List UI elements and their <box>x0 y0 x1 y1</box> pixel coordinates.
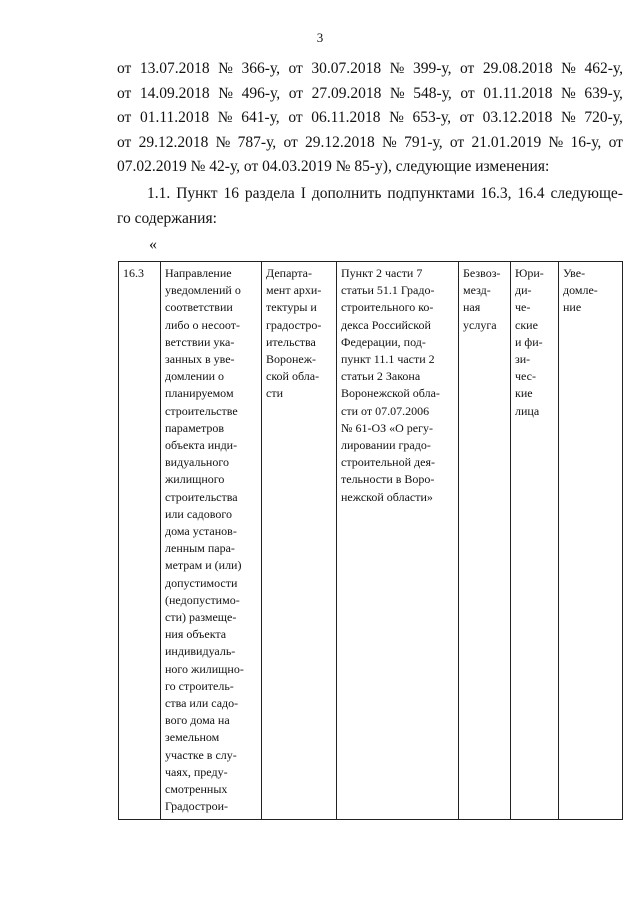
cell-line: Департа- <box>266 266 312 280</box>
cell-line: Градострои- <box>165 799 229 814</box>
cell-line: мезд- <box>463 283 491 298</box>
cell-line: ские <box>515 317 538 332</box>
word: 13.07.2018 <box>139 60 210 77</box>
page-number: 3 <box>316 30 324 45</box>
cell-line: услуга <box>463 317 497 332</box>
word: 791-у, <box>404 133 443 151</box>
cell-line: ской обла- <box>266 369 320 384</box>
cell-line: ди- <box>515 283 532 298</box>
cell-line: ленным пара- <box>165 541 235 556</box>
opening-quote: « <box>149 236 157 253</box>
word: от <box>288 109 303 126</box>
cell-line: допустимости <box>165 575 238 590</box>
word: от <box>117 109 132 126</box>
cell-line: видуального <box>165 455 229 470</box>
word: от <box>117 133 132 151</box>
word: 639-у, <box>584 84 623 102</box>
cell-line: ния объекта <box>165 627 227 642</box>
word: № <box>389 60 405 77</box>
cell-line: го строитель- <box>165 678 234 693</box>
word: № <box>215 133 231 151</box>
cell-line: Безвоз- <box>463 266 501 280</box>
word: 462-у, <box>584 60 623 77</box>
cell-line: № 61-ОЗ «О регу- <box>341 420 434 435</box>
cell-line: Воронежской обла- <box>341 386 440 401</box>
cell-line: объекта инди- <box>165 438 238 453</box>
word: от <box>288 60 303 77</box>
word: 641-у, <box>241 109 280 126</box>
word: следующе- <box>550 185 623 202</box>
cell-line: индивидуаль- <box>165 644 236 659</box>
cell-line: уведомлений о <box>165 283 241 298</box>
legal-basis-cell <box>337 262 459 820</box>
word: 16-у, <box>570 133 602 151</box>
word: 06.11.2018 <box>311 109 381 126</box>
word: № <box>389 84 405 102</box>
cell-line: участке в слу- <box>165 747 237 762</box>
word: № <box>561 60 576 77</box>
cell-line: сти от 07.07.2006 <box>341 403 430 418</box>
word: от <box>117 60 132 77</box>
word: 16 <box>223 185 239 202</box>
cell-line: нежской области» <box>341 489 433 504</box>
word: 496-у, <box>241 84 281 102</box>
payment-cell <box>459 262 511 820</box>
cell-line: Направление <box>165 266 232 280</box>
word: от <box>288 84 304 102</box>
cell-line: чаях, преду- <box>165 764 228 779</box>
applicants-cell <box>511 262 559 820</box>
word: 29.12.2018 <box>138 133 209 151</box>
word: 366-у, <box>241 60 280 77</box>
word: 787-у, <box>237 133 277 151</box>
cell-line: тельности в Воро- <box>341 472 435 487</box>
word: 548-у, <box>413 84 452 102</box>
cell-line: соответствии <box>165 300 233 315</box>
cell-line: че- <box>515 300 531 315</box>
cell-line: дома установ- <box>165 524 237 539</box>
cell-line: чес- <box>515 369 536 384</box>
clause-1-1-paragraph <box>117 182 623 231</box>
cell-line: статьи 2 Закона <box>341 369 421 384</box>
cell-line: жилищного <box>165 472 225 487</box>
word: от <box>460 60 475 77</box>
word: от <box>449 133 465 151</box>
cell-line: строительной дея- <box>341 455 435 470</box>
cell-line: параметров <box>165 420 225 435</box>
cell-line: Пункт 2 части 7 <box>341 266 423 280</box>
word: 1.1. <box>147 185 171 202</box>
paragraph-line <box>117 82 623 107</box>
cell-line: мент архи- <box>266 283 322 298</box>
authority-cell <box>262 262 337 820</box>
services-table <box>118 261 623 820</box>
word: № <box>561 84 576 102</box>
cell-line: Юри- <box>515 266 544 280</box>
word: 14.09.2018 <box>139 84 210 102</box>
amendment-dates-paragraph <box>117 57 623 180</box>
clause-first-line <box>117 182 623 207</box>
cell-line: домле- <box>563 283 598 298</box>
word: I <box>300 185 306 202</box>
cell-line: зи- <box>515 352 531 367</box>
word: 720-у, <box>584 109 623 126</box>
word: 29.12.2018 <box>305 133 375 151</box>
cell-line: занных в уве- <box>165 352 235 367</box>
clause-second-line: го содержания: <box>117 209 217 227</box>
word: 21.01.2019 <box>471 133 542 151</box>
paragraph-line <box>117 57 623 82</box>
cell-line: и фи- <box>515 334 543 349</box>
cell-line: строительства <box>165 489 238 504</box>
cell-line: ного жилищно- <box>165 661 244 676</box>
paragraph-line <box>117 131 623 156</box>
word: № <box>560 109 576 126</box>
word: от <box>608 133 623 151</box>
word: № <box>218 84 234 102</box>
cell-line: сти) размеще- <box>165 610 237 625</box>
word: от <box>459 109 474 126</box>
cell-line: статьи 51.1 Градо- <box>341 283 435 298</box>
word: 03.12.2018 <box>482 109 553 126</box>
cell-line: строительстве <box>165 403 238 418</box>
cell-line: вого дома на <box>165 713 230 728</box>
cell-line: земельном <box>165 730 220 745</box>
word: раздела <box>244 185 295 202</box>
cell-line: Воронеж- <box>266 352 317 367</box>
word: подпунктами <box>387 185 475 202</box>
cell-line: ная <box>463 300 481 315</box>
paragraph-line <box>117 106 623 131</box>
word: от <box>117 84 132 102</box>
word: 399-у, <box>412 60 452 77</box>
cell-line: пункт 11.1 части 2 <box>341 352 435 367</box>
service-number-cell: 16.3 <box>119 262 161 820</box>
cell-line: декса Российской <box>341 317 431 332</box>
cell-line: Федерации, под- <box>341 334 426 349</box>
word: от <box>460 84 475 102</box>
word: 30.07.2018 <box>311 60 382 77</box>
cell-line: (недопустимо- <box>165 592 240 607</box>
table-row <box>119 262 623 820</box>
cell-line: либо о несоот- <box>165 317 240 332</box>
word: № <box>218 60 233 77</box>
paragraph-last-line: 07.02.2019 № 42-у, от 04.03.2019 № 85-у), следующие изменения: <box>117 158 550 175</box>
cell-line: градостро- <box>266 317 322 332</box>
cell-line: ние <box>563 300 582 315</box>
word: № <box>548 133 564 151</box>
cell-line: смотренных <box>165 782 228 797</box>
word: № <box>382 133 397 151</box>
cell-line: лица <box>515 403 540 418</box>
cell-line: строительного ко- <box>341 300 434 315</box>
cell-line: планируемом <box>165 386 234 401</box>
word: Пункт <box>176 185 218 202</box>
word: 16.3, <box>480 185 512 202</box>
word: 01.11.2018 <box>483 84 553 102</box>
word: 29.08.2018 <box>482 60 553 77</box>
word: № <box>389 109 404 126</box>
cell-line: или садового <box>165 506 232 521</box>
word: № <box>217 109 233 126</box>
result-cell <box>559 262 623 820</box>
word: 653-у, <box>412 109 451 126</box>
cell-line: ительства <box>266 334 316 349</box>
cell-line: метрам и (или) <box>165 558 242 573</box>
word: 01.11.2018 <box>139 109 210 126</box>
word: 27.09.2018 <box>311 84 382 102</box>
cell-line: ства или садо- <box>165 696 239 711</box>
cell-line: сти <box>266 386 283 401</box>
cell-line: лировании градо- <box>341 438 431 453</box>
cell-line: тектуры и <box>266 300 317 315</box>
word: дополнить <box>311 185 382 202</box>
cell-line: кие <box>515 386 533 401</box>
word: 16.4 <box>517 185 545 202</box>
cell-line: ветствии ука- <box>165 334 235 349</box>
cell-line: домлении о <box>165 369 225 384</box>
cell-line: Уве- <box>563 266 586 280</box>
service-name-cell <box>161 262 262 820</box>
word: от <box>283 133 298 151</box>
